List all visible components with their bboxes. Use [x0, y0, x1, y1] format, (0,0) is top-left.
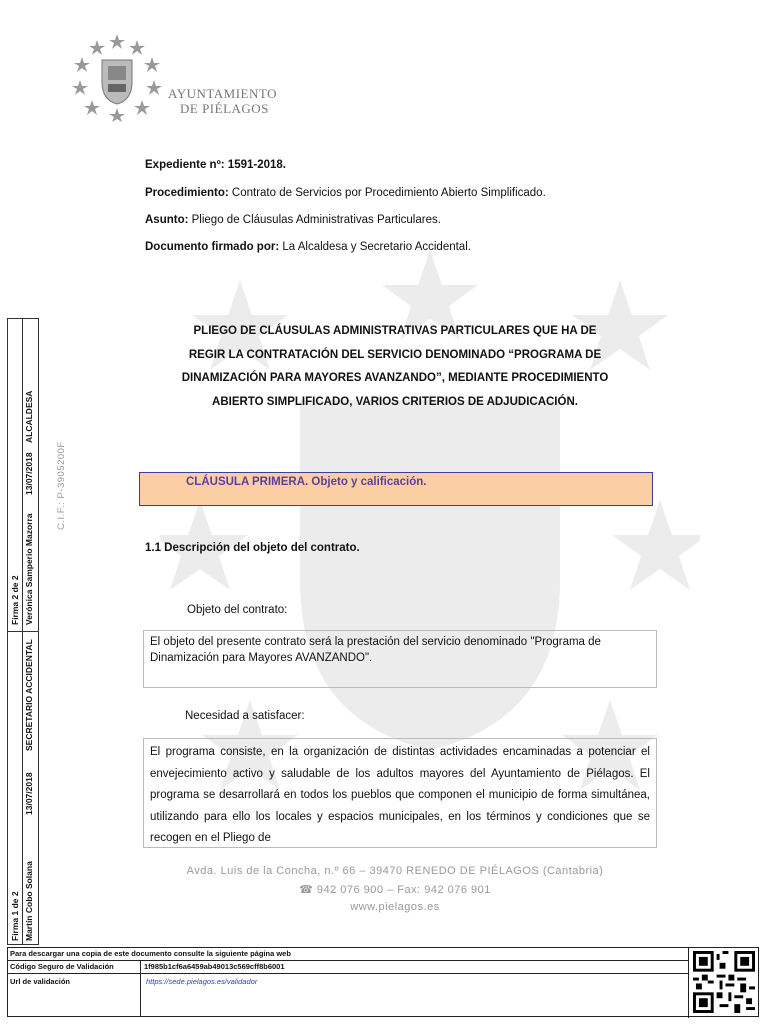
download-text: Para descargar una copia de este documento consulte la siguiente página web	[10, 949, 291, 958]
clause-heading: CLÁUSULA PRIMERA. Objeto y calificación.	[186, 476, 427, 488]
expediente-label: Expediente nº:	[145, 159, 225, 171]
title-line1: PLIEGO DE CLÁUSULAS ADMINISTRATIVAS PARTICULARES QUE HA DE	[193, 325, 597, 337]
validation-row-csv	[8, 961, 688, 974]
validation-col-divider	[140, 961, 141, 1017]
footer-web: www.pielagos.es	[350, 901, 440, 913]
csv-label: Código Seguro de Validación	[10, 962, 114, 971]
necesidad-text: El programa consiste, en la organización de distintas actividades encaminadas a potenciar el envejecimiento activo y saludable de los adultos mayores del Ayuntamiento de Piélagos. El programa se desarrollará en todos los pueblos que componen el municipio de forma simultánea, utilizando para ello los locales y espacios municipales, en los términos y condiciones que se recogen en el Pliego de	[150, 746, 650, 844]
firmado-label: Documento firmado por:	[145, 241, 280, 253]
title-line2: REGIR LA CONTRATACIÓN DEL SERVICIO DENOMINADO “PROGRAMA DE	[188, 348, 602, 361]
asunto-value: Pliego de Cláusulas Administrativas Particulares.	[188, 214, 441, 226]
necesidad-box	[143, 738, 657, 848]
firma2-label: Firma 2 de 2	[10, 575, 20, 625]
footer-phone: ☎ 942 076 900 – Fax: 942 076 901	[299, 884, 491, 896]
municipal-logo	[72, 32, 162, 122]
org-name-line1: AYUNTAMIENTO	[168, 86, 277, 101]
firmado-value: La Alcaldesa y Secretario Accidental.	[279, 241, 471, 253]
firma1-name: Martín Cobo Solana	[24, 861, 34, 941]
objeto-text: El objeto del presente contrato será la prestación del servicio denominado "Programa de Dinamización para Mayores AVANZANDO".	[150, 636, 601, 664]
validation-qr-divider	[688, 948, 689, 1018]
validation-table	[7, 947, 759, 1017]
objeto-label: Objeto del contrato:	[187, 604, 288, 616]
document-title	[140, 320, 650, 414]
strip-divider	[8, 631, 38, 632]
signature-strip	[7, 318, 39, 945]
url-link[interactable]: https://sede.pielagos.es/validador	[146, 977, 258, 986]
expediente-line	[145, 159, 286, 171]
necesidad-label: Necesidad a satisfacer:	[185, 710, 305, 722]
firma2-role: ALCALDESA	[24, 390, 34, 443]
clause-heading-box	[139, 472, 653, 506]
asunto-line	[145, 214, 441, 226]
section-heading: 1.1 Descripción del objeto del contrato.	[145, 542, 360, 554]
title-line4: ABIERTO SIMPLIFICADO, VARIOS CRITERIOS DE ADJUDICACIÓN.	[212, 395, 578, 408]
org-name	[168, 86, 277, 116]
org-name-line2: DE PIÉLAGOS	[180, 101, 269, 116]
procedimiento-line	[145, 187, 546, 199]
asunto-label: Asunto:	[145, 214, 189, 226]
qr-code-icon	[693, 951, 755, 1013]
procedimiento-label: Procedimiento:	[145, 187, 229, 199]
firma2-name: Verónica Samperio Mazorra	[24, 513, 34, 625]
firma1-date: 13/07/2018	[24, 772, 34, 815]
expediente-value: 1591-2018.	[224, 159, 286, 171]
title-line3: DINAMIZACIÓN PARA MAYORES AVANZANDO”, MEDIANTE PROCEDIMIENTO	[181, 372, 609, 384]
footer-address: Avda. Luis de la Concha, n.º 66 – 39470 RENEDO DE PIÉLAGOS (Cantabria)	[186, 865, 604, 877]
firma1-label: Firma 1 de 2	[10, 891, 20, 941]
cif-text: C.I.F.: P-3905200F	[56, 441, 67, 530]
firma2-date: 13/07/2018	[24, 452, 34, 495]
objeto-box	[143, 630, 657, 688]
firmado-line	[145, 241, 471, 253]
csv-value: 1f985b1cf6a6459ab49013c569cff8b6001	[144, 962, 285, 971]
procedimiento-value: Contrato de Servicios por Procedimiento Abierto Simplificado.	[228, 187, 546, 199]
url-label: Url de validación	[10, 977, 71, 986]
firma1-role: SECRETARIO ACCIDENTAL	[24, 639, 34, 751]
validation-row-download	[8, 948, 688, 961]
